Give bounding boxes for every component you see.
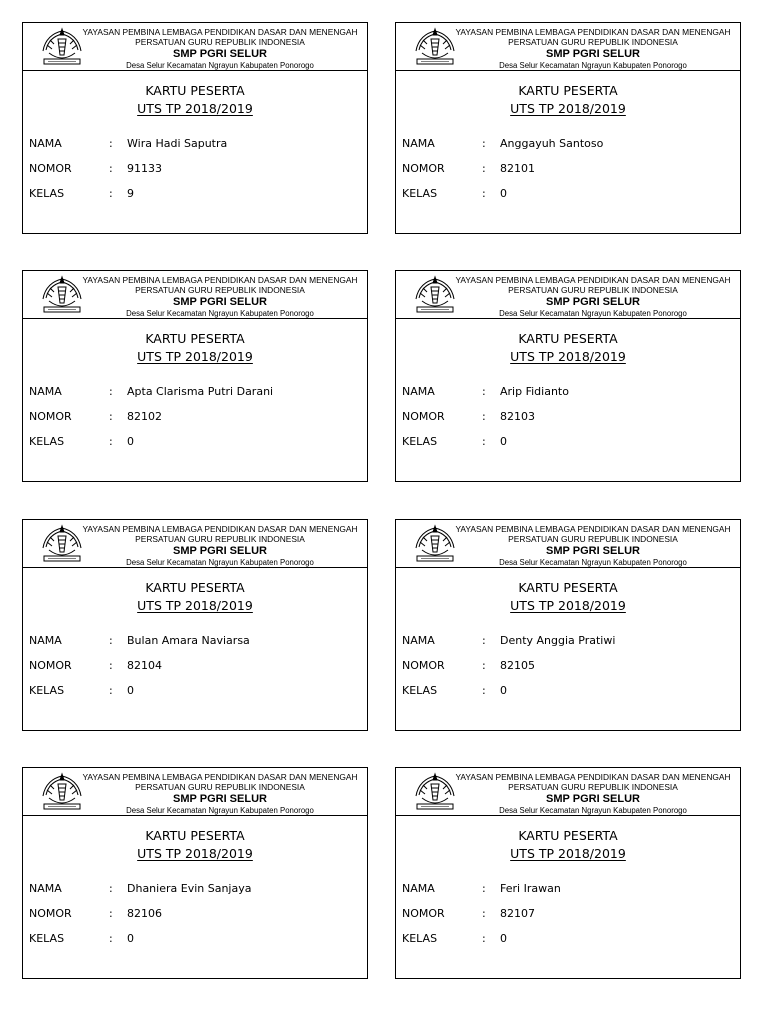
card-header <box>396 271 740 319</box>
number-row <box>402 161 734 177</box>
class-row <box>29 186 361 202</box>
class-label: KELAS <box>402 435 438 448</box>
foundation-name: YAYASAN PEMBINA LEMBAGA PENDIDIKAN DASAR DAN MENENGAH <box>455 275 731 285</box>
header-text <box>73 275 367 319</box>
header-text <box>446 772 740 816</box>
name-value: Wira Hadi Saputra <box>127 137 228 150</box>
header-text <box>446 275 740 319</box>
class-label: KELAS <box>29 932 65 945</box>
organization-name: PERSATUAN GURU REPUBLIK INDONESIA <box>135 782 305 792</box>
header-text <box>73 524 367 568</box>
participant-card <box>395 270 741 482</box>
participant-card <box>22 767 368 979</box>
school-name: SMP PGRI SELUR <box>173 545 267 557</box>
name-label: NAMA <box>402 634 435 647</box>
number-label: NOMOR <box>29 162 72 175</box>
name-colon: : <box>109 137 113 150</box>
name-label: NAMA <box>402 385 435 398</box>
class-row <box>402 683 734 699</box>
number-value: 91133 <box>127 162 162 175</box>
name-label: NAMA <box>29 137 62 150</box>
name-colon: : <box>109 634 113 647</box>
class-label: KELAS <box>29 187 65 200</box>
school-name: SMP PGRI SELUR <box>546 545 640 557</box>
exam-period: UTS TP 2018/2019 <box>137 349 253 364</box>
class-label: KELAS <box>29 684 65 697</box>
class-label: KELAS <box>402 684 438 697</box>
card-title: KARTU PESERTA <box>145 83 245 98</box>
header-text <box>446 524 740 568</box>
name-row <box>29 881 361 897</box>
name-colon: : <box>482 882 486 895</box>
class-value: 0 <box>127 932 134 945</box>
class-row <box>29 434 361 450</box>
class-label: KELAS <box>402 932 438 945</box>
card-subtitle <box>396 597 740 614</box>
exam-period: UTS TP 2018/2019 <box>510 846 626 861</box>
school-address: Desa Selur Kecamatan Ngrayun Kabupaten Ponorogo <box>499 309 687 318</box>
number-colon: : <box>482 907 486 920</box>
number-colon: : <box>482 410 486 423</box>
name-row <box>402 136 734 152</box>
number-value: 82102 <box>127 410 162 423</box>
name-row <box>29 136 361 152</box>
school-name: SMP PGRI SELUR <box>546 793 640 805</box>
name-row <box>402 881 734 897</box>
name-colon: : <box>482 385 486 398</box>
card-title: KARTU PESERTA <box>518 331 618 346</box>
card-subtitle <box>23 597 367 614</box>
card-title: KARTU PESERTA <box>518 580 618 595</box>
school-name: SMP PGRI SELUR <box>546 296 640 308</box>
number-colon: : <box>109 659 113 672</box>
name-label: NAMA <box>29 385 62 398</box>
number-label: NOMOR <box>29 659 72 672</box>
name-value: Denty Anggia Pratiwi <box>500 634 616 647</box>
foundation-name: YAYASAN PEMBINA LEMBAGA PENDIDIKAN DASAR DAN MENENGAH <box>82 772 358 782</box>
organization-name: PERSATUAN GURU REPUBLIK INDONESIA <box>135 534 305 544</box>
organization-name: PERSATUAN GURU REPUBLIK INDONESIA <box>508 782 678 792</box>
class-colon: : <box>482 435 486 448</box>
school-name: SMP PGRI SELUR <box>173 793 267 805</box>
participant-card <box>22 22 368 234</box>
card-title: KARTU PESERTA <box>518 828 618 843</box>
participant-card <box>395 519 741 731</box>
header-text <box>446 27 740 71</box>
class-colon: : <box>109 932 113 945</box>
school-address: Desa Selur Kecamatan Ngrayun Kabupaten Ponorogo <box>126 61 314 70</box>
class-colon: : <box>109 684 113 697</box>
school-address: Desa Selur Kecamatan Ngrayun Kabupaten Ponorogo <box>126 806 314 815</box>
name-value: Apta Clarisma Putri Darani <box>127 385 274 398</box>
class-row <box>402 186 734 202</box>
number-label: NOMOR <box>402 907 445 920</box>
card-subtitle <box>396 845 740 862</box>
class-colon: : <box>482 932 486 945</box>
class-row <box>29 931 361 947</box>
name-row <box>29 633 361 649</box>
name-value: Anggayuh Santoso <box>500 137 604 150</box>
class-row <box>402 931 734 947</box>
name-row <box>29 384 361 400</box>
number-value: 82106 <box>127 907 162 920</box>
number-label: NOMOR <box>29 907 72 920</box>
class-label: KELAS <box>29 435 65 448</box>
organization-name: PERSATUAN GURU REPUBLIK INDONESIA <box>135 37 305 47</box>
foundation-name: YAYASAN PEMBINA LEMBAGA PENDIDIKAN DASAR DAN MENENGAH <box>455 524 731 534</box>
exam-period: UTS TP 2018/2019 <box>510 349 626 364</box>
participant-card <box>22 270 368 482</box>
name-label: NAMA <box>402 137 435 150</box>
card-title: KARTU PESERTA <box>145 828 245 843</box>
number-row <box>402 658 734 674</box>
number-colon: : <box>482 659 486 672</box>
name-colon: : <box>482 137 486 150</box>
number-colon: : <box>482 162 486 175</box>
exam-period: UTS TP 2018/2019 <box>510 101 626 116</box>
number-value: 82104 <box>127 659 162 672</box>
school-name: SMP PGRI SELUR <box>173 48 267 60</box>
card-subtitle <box>396 348 740 365</box>
number-value: 82105 <box>500 659 535 672</box>
number-label: NOMOR <box>402 162 445 175</box>
number-value: 82101 <box>500 162 535 175</box>
school-address: Desa Selur Kecamatan Ngrayun Kabupaten Ponorogo <box>499 61 687 70</box>
organization-name: PERSATUAN GURU REPUBLIK INDONESIA <box>508 285 678 295</box>
number-row <box>29 658 361 674</box>
foundation-name: YAYASAN PEMBINA LEMBAGA PENDIDIKAN DASAR DAN MENENGAH <box>82 524 358 534</box>
card-header <box>396 520 740 568</box>
card-header <box>23 23 367 71</box>
name-value: Feri Irawan <box>500 882 561 895</box>
participant-card <box>22 519 368 731</box>
school-address: Desa Selur Kecamatan Ngrayun Kabupaten Ponorogo <box>126 309 314 318</box>
exam-period: UTS TP 2018/2019 <box>510 598 626 613</box>
foundation-name: YAYASAN PEMBINA LEMBAGA PENDIDIKAN DASAR DAN MENENGAH <box>82 275 358 285</box>
class-value: 0 <box>500 684 507 697</box>
participant-card <box>395 767 741 979</box>
card-title: KARTU PESERTA <box>145 580 245 595</box>
card-header <box>396 23 740 71</box>
header-text <box>73 772 367 816</box>
school-address: Desa Selur Kecamatan Ngrayun Kabupaten Ponorogo <box>126 558 314 567</box>
class-row <box>29 683 361 699</box>
number-row <box>29 409 361 425</box>
name-value: Arip Fidianto <box>500 385 569 398</box>
number-colon: : <box>109 907 113 920</box>
class-value: 0 <box>500 932 507 945</box>
card-header <box>23 768 367 816</box>
name-row <box>402 633 734 649</box>
class-value: 9 <box>127 187 134 200</box>
number-value: 82107 <box>500 907 535 920</box>
class-value: 0 <box>127 684 134 697</box>
name-row <box>402 384 734 400</box>
organization-name: PERSATUAN GURU REPUBLIK INDONESIA <box>508 534 678 544</box>
name-colon: : <box>482 634 486 647</box>
name-value: Dhaniera Evin Sanjaya <box>127 882 252 895</box>
class-value: 0 <box>127 435 134 448</box>
card-subtitle <box>396 100 740 117</box>
class-colon: : <box>482 684 486 697</box>
foundation-name: YAYASAN PEMBINA LEMBAGA PENDIDIKAN DASAR DAN MENENGAH <box>455 772 731 782</box>
number-colon: : <box>109 410 113 423</box>
card-header <box>396 768 740 816</box>
school-address: Desa Selur Kecamatan Ngrayun Kabupaten Ponorogo <box>499 806 687 815</box>
number-label: NOMOR <box>29 410 72 423</box>
name-colon: : <box>109 882 113 895</box>
class-row <box>402 434 734 450</box>
number-row <box>402 409 734 425</box>
school-name: SMP PGRI SELUR <box>173 296 267 308</box>
name-label: NAMA <box>29 882 62 895</box>
number-label: NOMOR <box>402 659 445 672</box>
card-title: KARTU PESERTA <box>518 83 618 98</box>
card-subtitle <box>23 348 367 365</box>
foundation-name: YAYASAN PEMBINA LEMBAGA PENDIDIKAN DASAR DAN MENENGAH <box>455 27 731 37</box>
organization-name: PERSATUAN GURU REPUBLIK INDONESIA <box>135 285 305 295</box>
name-label: NAMA <box>29 634 62 647</box>
class-label: KELAS <box>402 187 438 200</box>
card-title: KARTU PESERTA <box>145 331 245 346</box>
exam-period: UTS TP 2018/2019 <box>137 846 253 861</box>
card-subtitle <box>23 100 367 117</box>
class-colon: : <box>109 435 113 448</box>
number-value: 82103 <box>500 410 535 423</box>
class-colon: : <box>109 187 113 200</box>
number-colon: : <box>109 162 113 175</box>
card-header <box>23 271 367 319</box>
name-label: NAMA <box>402 882 435 895</box>
participant-card <box>395 22 741 234</box>
number-label: NOMOR <box>402 410 445 423</box>
number-row <box>402 906 734 922</box>
exam-period: UTS TP 2018/2019 <box>137 101 253 116</box>
header-text <box>73 27 367 71</box>
foundation-name: YAYASAN PEMBINA LEMBAGA PENDIDIKAN DASAR DAN MENENGAH <box>82 27 358 37</box>
card-header <box>23 520 367 568</box>
exam-period: UTS TP 2018/2019 <box>137 598 253 613</box>
organization-name: PERSATUAN GURU REPUBLIK INDONESIA <box>508 37 678 47</box>
name-value: Bulan Amara Naviarsa <box>127 634 250 647</box>
school-name: SMP PGRI SELUR <box>546 48 640 60</box>
school-address: Desa Selur Kecamatan Ngrayun Kabupaten Ponorogo <box>499 558 687 567</box>
class-value: 0 <box>500 435 507 448</box>
card-subtitle <box>23 845 367 862</box>
number-row <box>29 906 361 922</box>
name-colon: : <box>109 385 113 398</box>
number-row <box>29 161 361 177</box>
class-colon: : <box>482 187 486 200</box>
class-value: 0 <box>500 187 507 200</box>
